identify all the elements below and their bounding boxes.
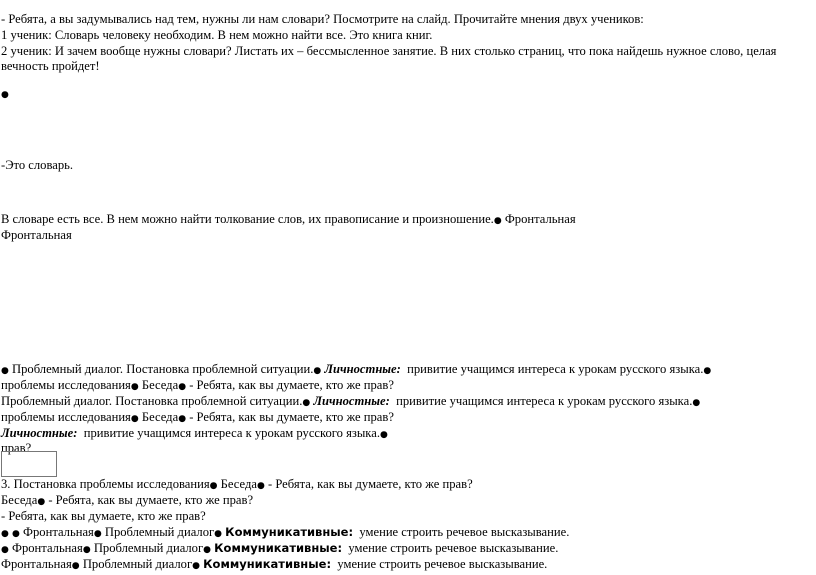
comm-line-1 [1,525,569,542]
question-line: - Ребята, как вы думаете, кто же прав? [1,509,206,523]
conversation: Беседа [141,410,179,424]
comm-label: Коммуникативные: [203,557,332,571]
answer-text: В словаре есть все. В нем можно найти толкование слов, их правописание и произношение. [1,212,494,226]
personal-label: Личностные: [1,426,78,440]
bullet-icon: ● [192,561,200,571]
comm-label: Коммуникативные: [225,525,354,539]
problem-dialog: Проблемный диалог. [12,362,124,376]
bullet-icon: ● [12,529,20,539]
bullet-icon: ● [209,481,218,491]
problem-dialog: Проблемный диалог. [1,394,113,408]
comm-line-3 [1,557,547,574]
bullet-icon: ● [178,382,187,392]
bullet-icon: ● [692,398,701,408]
conversation-line [1,493,253,510]
conversation: Беседа [220,477,257,491]
step3-line [1,477,473,494]
comm-text: умение строить речевое высказывание. [348,541,559,555]
question: - Ребята, как вы думаете, кто же прав? [267,477,473,491]
question: - Ребята, как вы думаете, кто же прав? [48,493,254,507]
intro-line-1: - Ребята, а вы задумывались над тем, нужны ли нам словари? Посмотрите на слайд. Прочитайте мнения двух учеников: [1,12,644,26]
frontal-label: Фронтальная [12,541,83,555]
question: - Ребята, как вы думаете, кто же прав? [189,410,394,424]
bullet-icon: ● [703,366,712,376]
bullet-icon: ● [130,382,139,392]
frontal-label: Фронтальная [1,557,72,571]
personal-label: Личностные: [313,394,390,408]
dialog-line-3 [1,394,700,411]
answer-line-1: -Это словарь. [1,158,74,172]
bullet-icon: ● [93,529,102,539]
dialog-line-1 [1,362,711,379]
bullet-icon: ● [203,545,211,555]
bullet-icon: ● [214,529,223,539]
bullet-icon: ● [1,90,9,100]
conversation: Беседа [1,493,38,507]
bullet-icon: ● [1,366,9,376]
answer-line-2 [1,212,576,229]
problems-research: проблемы исследования [1,410,131,424]
comm-line-2 [1,541,558,558]
bullet-icon: ● [302,398,311,408]
bullet-icon: ● [256,481,265,491]
frontal-label: Фронтальная [23,525,94,539]
bullet-icon: ● [178,414,187,424]
personal-text: привитие учащимся интереса к урокам русского языка. [407,362,704,376]
empty-box [1,451,57,477]
bullet-icon: ● [37,497,46,507]
question: - Ребята, как вы думаете, кто же прав? [189,378,394,392]
right-question: прав? [1,441,32,455]
bullet-icon: ● [82,545,91,555]
intro-line-2: 1 ученик: Словарь человеку необходим. В нем можно найти все. Это книга книг. [1,28,433,42]
comm-text: умение строить речевое высказывание. [359,525,570,539]
bullet-icon: ● [1,529,9,539]
comm-label: Коммуникативные: [214,541,343,555]
frontal-line: Фронтальная [1,228,72,242]
comm-text: умение строить речевое высказывание. [337,557,548,571]
dialog-line-4 [1,410,394,427]
problem-setup: Постановка проблемной ситуации. [115,394,303,408]
intro-line-3: 2 ученик: И зачем вообще нужны словари? Листать их – бессмысленное занятие. В них столько страниц, что пока найдешь нужное слово, целая вечность пройдет! [1,44,777,73]
dialog-line-5 [1,426,388,443]
step3-text: 3. Постановка проблемы исследования [1,477,210,491]
bullet-icon: ● [493,216,502,226]
personal-text: привитие учащимся интереса к урокам русского языка. [396,394,693,408]
dialog-line-2 [1,378,394,395]
personal-label: Личностные: [324,362,401,376]
bullet-marker [1,86,9,103]
problems-research: проблемы исследования [1,378,131,392]
problem-dialog-short: Проблемный диалог [93,541,204,555]
personal-text: привитие учащимся интереса к урокам русского языка. [83,426,380,440]
bullet-icon: ● [1,545,9,555]
problem-dialog-short: Проблемный диалог [82,557,193,571]
bullet-icon: ● [130,414,139,424]
frontal-label: Фронтальная [504,212,576,226]
bullet-icon: ● [379,430,388,440]
problem-setup: Постановка проблемной ситуации. [126,362,314,376]
problem-dialog-short: Проблемный диалог [104,525,215,539]
conversation: Беседа [141,378,179,392]
bullet-icon: ● [71,561,80,571]
bullet-icon: ● [313,366,322,376]
